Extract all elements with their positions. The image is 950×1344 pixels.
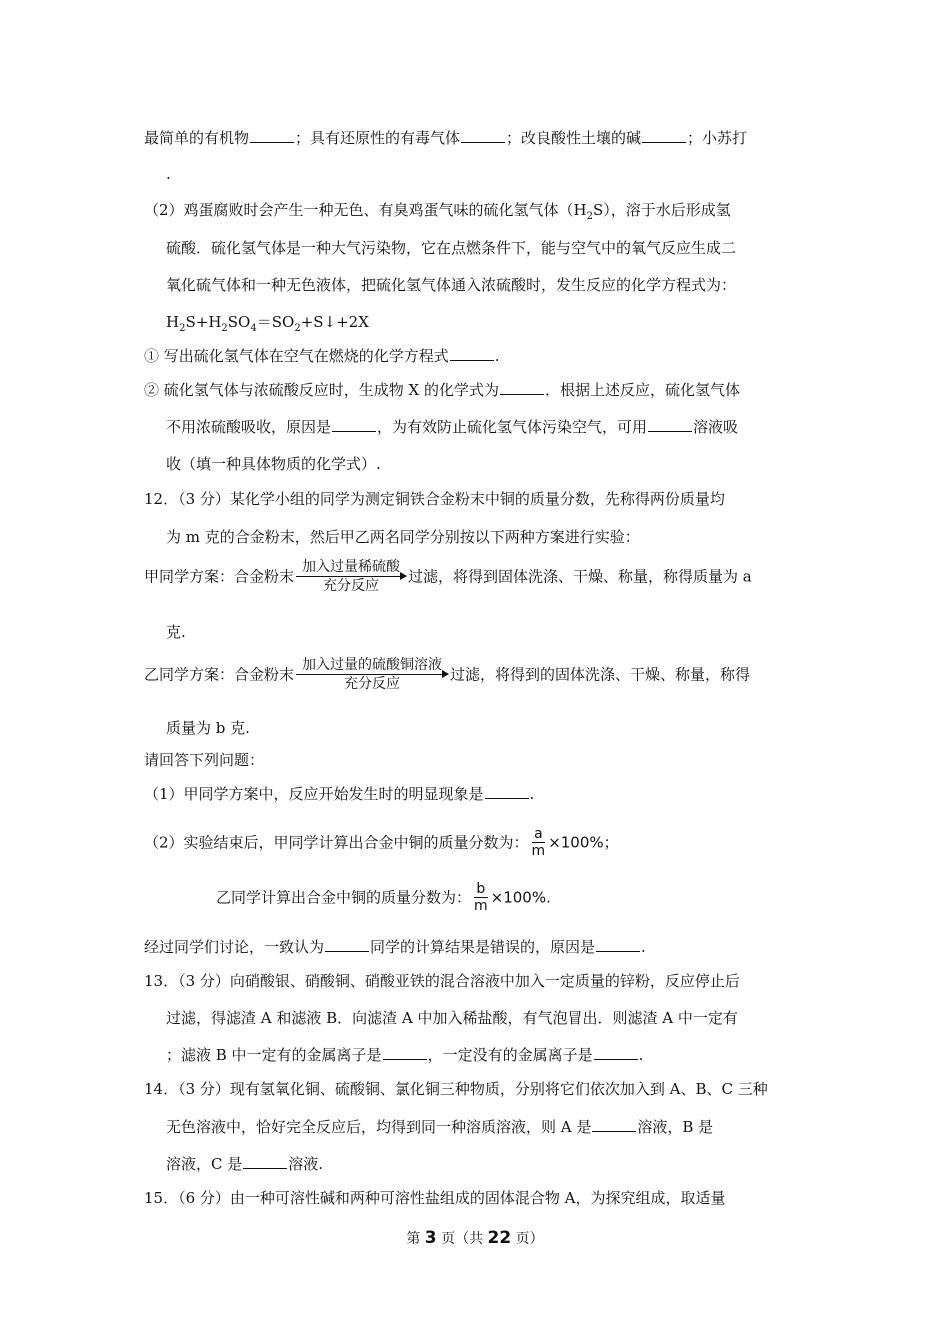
footer-text: 页） — [511, 1231, 544, 1247]
numerator: b — [476, 881, 486, 897]
text: ×100%； — [548, 833, 619, 852]
arrow-icon — [296, 674, 448, 675]
page-number: 3 — [424, 1228, 437, 1248]
footer-text: 页（共 — [436, 1231, 488, 1247]
answer-blank — [642, 128, 686, 143]
eq-sub: 2 — [221, 323, 228, 334]
q12-sub4 — [144, 937, 646, 957]
text: . — [494, 347, 500, 365]
text: . — [641, 938, 646, 956]
text: 溶液吸 — [693, 418, 739, 436]
q13-line2: 过滤，得滤渣 A 和滤液 B．向滤渣 A 中加入稀盐酸，有气泡冒出．则滤渣 A 中一定有 — [166, 1009, 738, 1027]
text: 最简单的有机物 — [144, 129, 250, 147]
text: 无色溶液中，恰好完全反应后，均得到同一种溶质溶液，则 A 是 — [166, 1118, 592, 1136]
q11-part2-line3: 氧化硫气体和一种无色液体，把硫化氢气体通入浓硫酸时，发生反应的化学方程式为： — [166, 276, 737, 294]
eq-sub: 4 — [250, 323, 257, 334]
answer-blank — [596, 937, 640, 952]
text: （2）鸡蛋腐败时会产生一种无色、有臭鸡蛋气味的硫化氢气体（H — [144, 201, 587, 219]
numerator: a — [534, 826, 543, 842]
text: ，一定没有的金属离子是 — [427, 1046, 593, 1064]
answer-blank — [250, 128, 294, 143]
text: . — [529, 785, 535, 803]
q11-sub2-line2 — [166, 417, 738, 437]
answer-blank — [594, 1045, 638, 1060]
text: 溶液. — [288, 1155, 324, 1173]
q11-part2-line1 — [144, 200, 731, 220]
q11-sub1 — [144, 346, 500, 366]
q11-sub2-line3: 收（填一种具体物质的化学式）. — [166, 455, 381, 473]
q12-jia-line2: 克. — [166, 623, 186, 641]
q11-part2-line2: 硫酸．硫化氢气体是一种大气污染物，它在点燃条件下，能与空气中的氧气反应生成二 — [166, 239, 737, 257]
arrow-condition-bottom: 充分反应 — [323, 578, 380, 594]
subscript: 2 — [586, 211, 594, 222]
q12-sub2 — [144, 826, 619, 859]
text: 甲同学方案：合金粉末 — [144, 567, 295, 586]
eq-sub: 2 — [179, 323, 186, 334]
reaction-arrow — [296, 558, 406, 595]
text: ；滤液 B 中一定有的金属离子是 — [166, 1046, 382, 1064]
eq-part: S+H — [185, 313, 222, 331]
q12-jia-scheme — [144, 558, 752, 595]
q11-line2: . — [166, 165, 171, 183]
arrow-condition-bottom: 充分反应 — [344, 676, 401, 692]
text: . — [638, 1046, 644, 1064]
answer-blank — [325, 937, 369, 952]
text: 不用浓硫酸吸收，原因是 — [166, 418, 332, 436]
q12-sub3 — [216, 881, 551, 914]
answer-blank — [648, 417, 692, 432]
total-pages: 22 — [487, 1228, 512, 1248]
text: （1）甲同学方案中，反应开始发生时的明显现象是 — [144, 785, 484, 803]
text: ；小苏打 — [687, 129, 748, 147]
text: 经过同学们讨论，一致认为 — [144, 938, 325, 956]
text: ① 写出硫化氢气体在空气在燃烧的化学方程式 — [144, 347, 449, 365]
answer-blank — [485, 784, 529, 799]
answer-blank — [332, 417, 376, 432]
text: ② 硫化氢气体与浓硫酸反应时，生成物 X 的化学式为 — [144, 381, 499, 399]
answer-blank — [461, 128, 505, 143]
q12-ask: 请回答下列问题： — [144, 751, 265, 769]
footer-text: 第 — [406, 1231, 425, 1247]
eq-part: ＝SO — [256, 313, 295, 331]
text: ，为有效防止硫化氢气体污染空气，可用 — [377, 418, 648, 436]
page-footer — [0, 1228, 950, 1248]
arrow-condition-top: 加入过量的硫酸铜溶液 — [302, 657, 443, 673]
q12-yi-line2: 质量为 b 克. — [166, 719, 250, 737]
text: S），溶于水后形成氢 — [593, 201, 731, 219]
q14-line2 — [166, 1117, 713, 1137]
text: 乙同学方案：合金粉末 — [144, 665, 295, 684]
eq-part: SO — [227, 313, 251, 331]
text: 过滤，将得到的固体洗涤、干燥、称量，称得 — [450, 665, 751, 684]
q13-line1: 13．（3 分）向硝酸银、硝酸铜、硝酸亚铁的混合溶液中加入一定质量的锌粉，反应停止后 — [144, 972, 740, 990]
q11-sub2-line1 — [144, 380, 740, 400]
text: 溶液，C 是 — [166, 1155, 243, 1173]
answer-blank — [450, 346, 494, 361]
eq-sub: 2 — [294, 323, 301, 334]
q12-line1: 12．（3 分）某化学小组的同学为测定铜铁合金粉末中铜的质量分数，先称得两份质量均 — [144, 490, 725, 508]
text: ；具有还原性的有毒气体 — [295, 129, 461, 147]
q12-sub1 — [144, 784, 534, 804]
text: 溶液，B 是 — [637, 1118, 714, 1136]
q12-line2: 为 m 克的合金粉末，然后甲乙两名同学分别按以下两种方案进行实验： — [166, 528, 640, 546]
fraction — [532, 826, 546, 859]
q14-line3 — [166, 1154, 323, 1174]
q15-line1: 15．（6 分）由一种可溶性碱和两种可溶性盐组成的固体混合物 A，为探究组成，取适量 — [144, 1189, 726, 1207]
text: ×100%. — [490, 888, 551, 907]
chemical-equation — [166, 312, 369, 332]
denominator: m — [531, 843, 546, 859]
text: ．根据上述反应，硫化氢气体 — [545, 381, 741, 399]
text: ；改良酸性土壤的碱 — [506, 129, 642, 147]
eq-part: +S↓+2X — [300, 313, 369, 331]
arrow-icon — [296, 576, 406, 577]
text: 同学的计算结果是错误的，原因是 — [370, 938, 596, 956]
text: 乙同学计算出合金中铜的质量分数为： — [216, 888, 472, 907]
q11-line1 — [144, 128, 747, 148]
arrow-condition-top: 加入过量稀硫酸 — [302, 559, 401, 575]
answer-blank — [243, 1154, 287, 1169]
answer-blank — [383, 1045, 427, 1060]
q14-line1: 14．（3 分）现有氢氧化铜、硫酸铜、氯化铜三种物质，分别将它们依次加入到 A、B、C 三种 — [144, 1080, 768, 1098]
q12-yi-scheme — [144, 656, 750, 693]
eq-part: H — [166, 313, 180, 331]
fraction — [474, 881, 488, 914]
answer-blank — [592, 1117, 636, 1132]
text: （2）实验结束后，甲同学计算出合金中铜的质量分数为： — [144, 833, 529, 852]
text: 过滤，将得到固体洗涤、干燥、称量，称得质量为 a — [408, 567, 752, 586]
answer-blank — [500, 380, 544, 395]
q13-line3 — [166, 1045, 643, 1065]
denominator: m — [474, 898, 488, 914]
reaction-arrow — [296, 656, 448, 693]
